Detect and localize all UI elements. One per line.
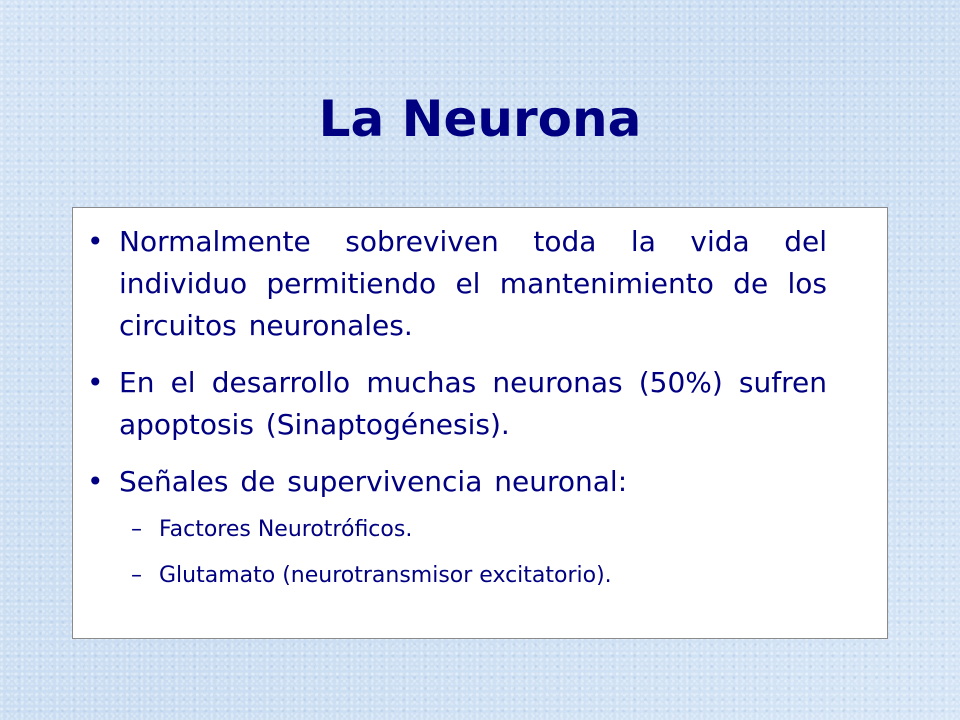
sub-bullet-item bbox=[131, 558, 839, 594]
sub-bullet-dash: – bbox=[131, 563, 142, 588]
bullet-dot: • bbox=[87, 465, 104, 498]
bullet-item bbox=[87, 362, 827, 446]
bullet-item bbox=[87, 461, 827, 503]
sub-bullet-item bbox=[131, 512, 839, 548]
sub-bullet-dash: – bbox=[131, 517, 142, 542]
slide-title: La Neurona bbox=[318, 90, 642, 148]
sub-bullet-text: Factores Neurotróficos. bbox=[159, 517, 413, 542]
bullet-item bbox=[87, 221, 827, 347]
bullet-text: Normalmente sobreviven toda la vida del individuo permitiendo el mantenimiento de los circuitos neuronales. bbox=[119, 225, 827, 342]
bullet-text: Señales de supervivencia neuronal: bbox=[119, 465, 628, 498]
bullet-dot: • bbox=[87, 225, 104, 258]
content-box bbox=[72, 207, 888, 639]
bullet-text: En el desarrollo muchas neuronas (50%) sufren apoptosis (Sinaptogénesis). bbox=[119, 366, 827, 441]
sub-bullet-text: Glutamato (neurotransmisor excitatorio). bbox=[159, 563, 612, 588]
bullet-dot: • bbox=[87, 366, 104, 399]
